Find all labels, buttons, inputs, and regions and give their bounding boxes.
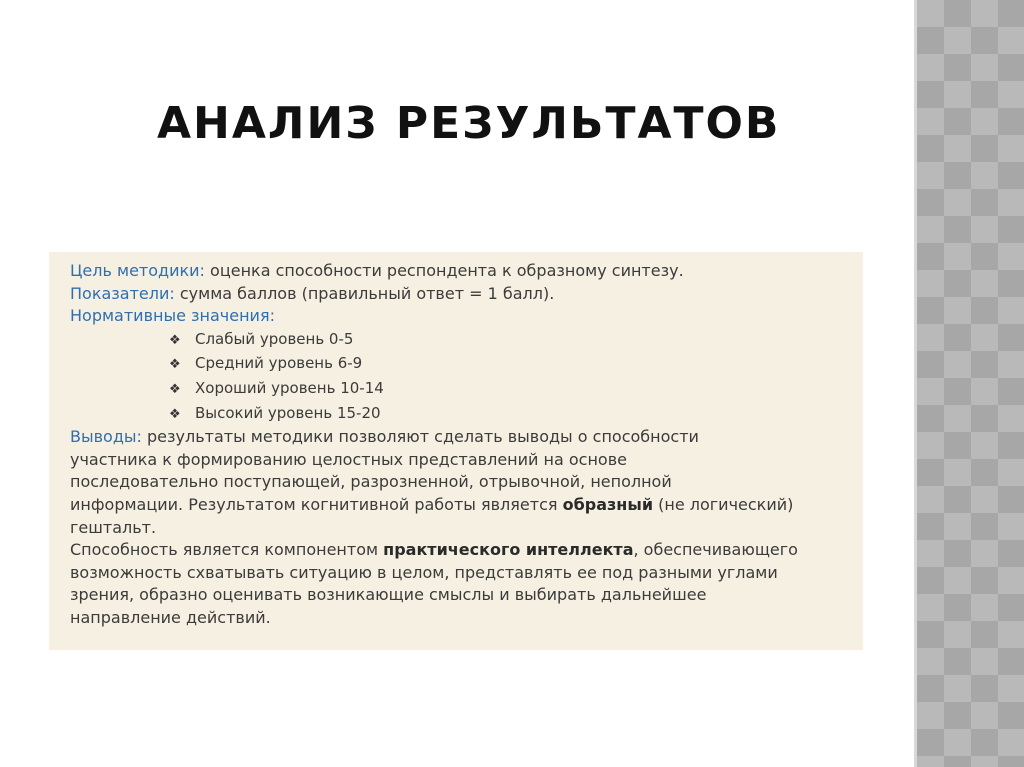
ability-line-3: зрения, образно оценивать возникающие смыслы и выбирать дальнейшее [70,585,707,605]
ability-text-1a: Способность является компонентом [70,540,384,560]
level-high: Высокий уровень 15-20 [195,403,381,422]
indicators-label: Показатели: [70,283,175,303]
level-good: Хороший уровень 10-14 [195,378,384,397]
list-item [70,402,850,427]
diamond-bullet-icon: ❖ [169,357,181,373]
goal-line [70,260,850,283]
list-item [70,352,850,377]
conclusions-text-4a: информации. Результатом когнитивной работы является [70,494,563,514]
list-item [70,328,850,353]
list-item [70,377,850,402]
conclusions-label: Выводы: [70,427,142,447]
conclusions-line-2: участника к формированию целостных представлений на основе [70,449,627,469]
content-box [49,252,863,650]
conclusions-line-1 [70,426,850,449]
indicators-line [70,283,850,306]
ability-line-1 [70,539,850,562]
emphasis-figurative: образный [562,494,654,514]
goal-label: Цель методики: [70,261,205,280]
conclusions-text: результаты методики позволяют сделать выводы о способности [141,427,699,447]
emphasis-practical-intellect: практического интеллекта [383,540,634,560]
diamond-bullet-icon: ❖ [169,381,181,397]
level-weak: Слабый уровень 0-5 [195,329,354,348]
indicators-text: сумма баллов (правильный ответ = 1 балл). [174,283,555,303]
norms-line [70,305,850,328]
slide-title: АНАЛИЗ РЕЗУЛЬТАТОВ [157,98,781,149]
level-medium: Средний уровень 6-9 [195,354,363,373]
ability-line-2: возможность схватывать ситуацию в целом, представлять ее под разными углами [70,562,778,582]
conclusions-line-3: последовательно поступающей, разрозненной, отрывочной, неполной [70,472,672,492]
diamond-bullet-icon: ❖ [169,406,181,422]
conclusions-line-4 [70,494,850,517]
diamond-bullet-icon: ❖ [169,332,181,348]
decorative-side-strip [914,0,1024,767]
norms-label: Нормативные значения: [70,306,275,326]
conclusions-line-5: гештальт. [70,517,157,537]
levels-list [70,328,850,426]
ability-text-1c: , обеспечивающего [633,540,798,560]
conclusions-text-4c: (не логический) [653,494,794,514]
ability-line-4: направление действий. [70,607,271,627]
goal-text: оценка способности респондента к образному синтезу. [204,261,684,280]
content-text [70,260,850,630]
